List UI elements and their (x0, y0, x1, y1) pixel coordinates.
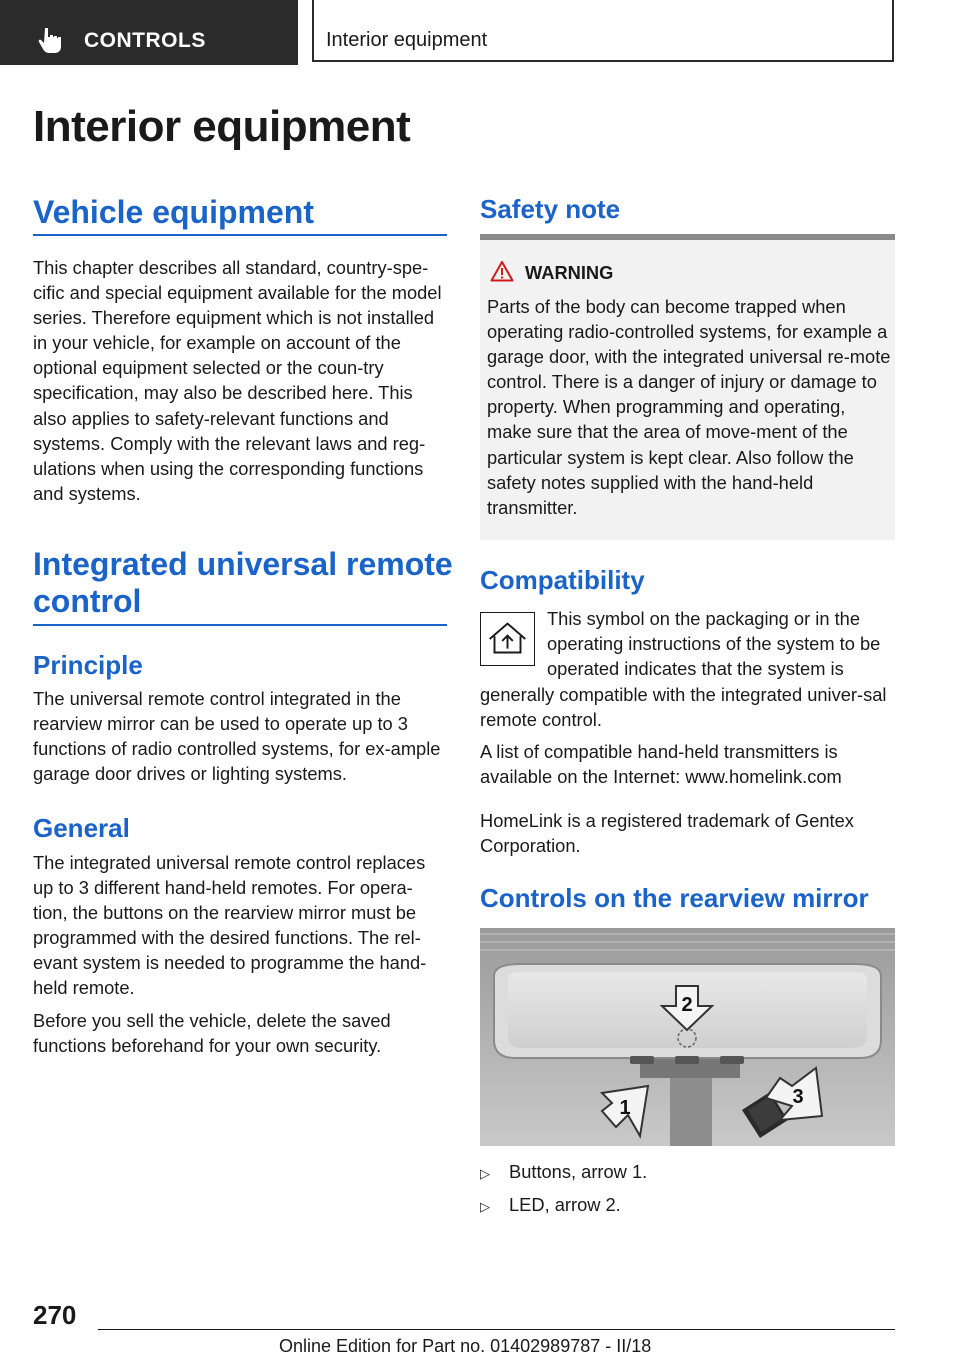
heading-controls-mirror: Controls on the rearview mirror (480, 883, 869, 913)
header-section-label: CONTROLS (84, 29, 206, 52)
bullet-text: Buttons, arrow 1. (509, 1161, 648, 1182)
bullet-text: LED, arrow 2. (509, 1194, 621, 1215)
heading-compatibility: Compatibility (480, 565, 645, 595)
rearview-mirror-image (480, 928, 895, 1146)
paragraph-principle: The universal remote control integrated in the rearview mirror can be used to operate up to 3 functions of radio controlled systems, for ex-ample garage door drives or lighting systems. (33, 688, 441, 785)
warning-triangle-icon (490, 260, 514, 282)
heading-integrated-universal-remote: Integrated universal remote control (33, 546, 453, 619)
bullet-triangle-icon: ▷ (480, 1166, 490, 1181)
paragraph-text: This chapter describes all standard, country-spe-cific and special equipment available for the model series. Therefore equipment which is not installed in your vehicle, for example on account of the optional equipment selected or the coun-try specification, may also be described here. This also applies to safety-relevant functions and systems. Comply with the relevant laws and reg-ulations when using the corresponding functions and systems. (33, 257, 442, 504)
page-number: 270 (33, 1300, 77, 1330)
paragraph-compatibility-3: HomeLink is a registered trademark of Gentex Corporation. (480, 810, 854, 857)
footer-edition: Online Edition for Part no. 01402989787 - II/18 (279, 1336, 652, 1356)
heading-vehicle-equipment: Vehicle equipment (33, 194, 314, 230)
heading-safety-note: Safety note (480, 194, 621, 224)
paragraph-general-2: Before you sell the vehicle, delete the saved functions beforehand for your own security. (33, 1010, 391, 1057)
heading-principle: Principle (33, 650, 143, 680)
paragraph-compatibility-2: A list of compatible hand-held transmitters is available on the Internet: www.homelink.com (480, 741, 842, 788)
list-item (480, 1159, 892, 1192)
header-topic-label: Interior equipment (326, 29, 488, 51)
list-item (480, 1192, 892, 1225)
section-rule (33, 234, 447, 236)
hand-pointer-icon (38, 26, 64, 54)
paragraph-vehicle-equipment (33, 255, 447, 506)
warning-label: WARNING (525, 262, 614, 283)
heading-general: General (33, 813, 130, 843)
paragraph-general-1: The integrated universal remote control replaces up to 3 different hand-held remotes. For opera-tion, the buttons on the rearview mirror must be programmed with the desired functions. The rel-evant system is needed to programme the hand-held remote. (33, 852, 427, 999)
image-label-3: 3 (792, 1086, 804, 1108)
footer-rule (98, 1329, 895, 1330)
image-label-2: 2 (681, 994, 693, 1016)
paragraph-compatibility-1a: This symbol on the packaging or in the operating instructions of the system to be operated indicates that the system is (547, 608, 881, 680)
garage-house-icon (480, 612, 535, 666)
page-title: Interior equipment (33, 102, 411, 151)
section-rule (33, 624, 447, 626)
image-label-1: 1 (619, 1097, 631, 1119)
warning-text: Parts of the body can become trapped when operating radio-controlled systems, for example a garage door, with the integrated universal re-mote control. There is a danger of injury or damage to property. When programming and operating, make sure that the area of move-ment of the particular system is kept clear. Also follow the safety notes supplied with the hand-held transmitter. (487, 296, 891, 518)
bullet-triangle-icon: ▷ (480, 1199, 490, 1214)
paragraph-compatibility-1b: generally compatible with the integrated univer-sal remote control. (480, 684, 887, 731)
bullet-list (480, 1159, 892, 1225)
